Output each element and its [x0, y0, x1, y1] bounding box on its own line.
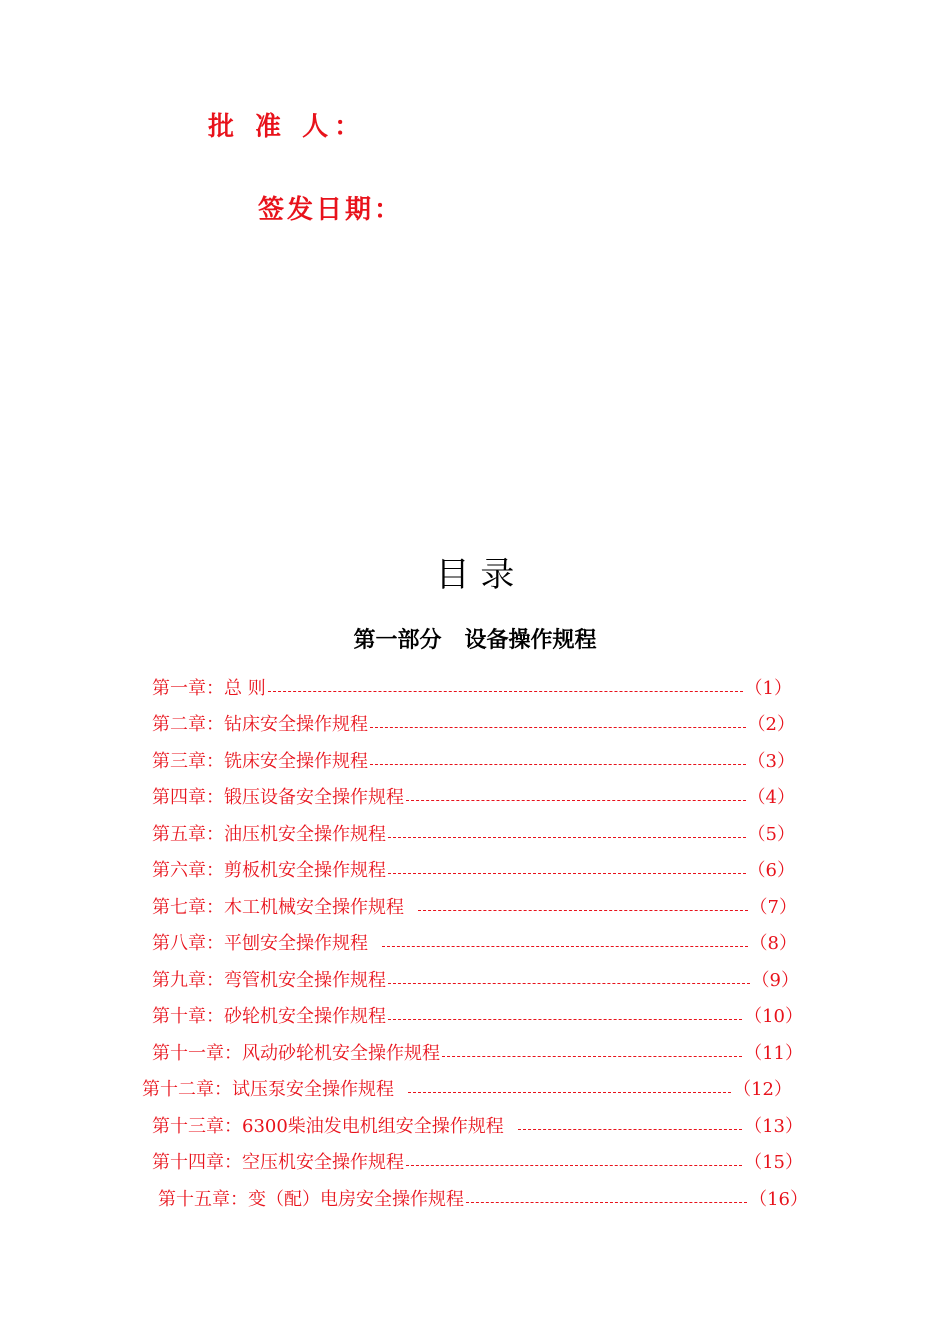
toc-entry [152, 931, 797, 957]
toc-separator: ： [206, 933, 224, 954]
toc-entry [158, 1187, 808, 1213]
toc-chapter-name: 铣床安全操作规程 [224, 751, 368, 772]
toc-page-number: （3） [747, 751, 795, 772]
toc-chapter-name: 总 则 [224, 678, 266, 699]
toc-chapter-name: 变（配）电房安全操作规程 [248, 1189, 464, 1210]
toc-entry [142, 1077, 792, 1103]
part-title: 第一部分 设备操作规程 [353, 627, 597, 653]
approver-label: 批 准 人： [208, 112, 367, 142]
toc-leader-dashes [370, 727, 746, 728]
toc-chapter-name: 锻压设备安全操作规程 [224, 787, 404, 808]
toc-page-number: （1） [744, 678, 792, 699]
toc-page-number: （10） [744, 1006, 803, 1027]
toc-entry [152, 895, 797, 921]
toc-entry [152, 712, 795, 738]
toc-leader-dashes [406, 800, 746, 801]
toc-separator: ： [206, 714, 224, 735]
issue-date-label: 签发日期： [258, 195, 404, 225]
toc-entry [152, 1041, 803, 1067]
toc-separator: ： [214, 1079, 232, 1100]
toc-chapter: 第十二章 [142, 1079, 214, 1100]
toc-chapter: 第十三章 [152, 1116, 224, 1137]
toc-chapter-name: 平刨安全操作规程 [224, 933, 368, 954]
toc-separator: ： [206, 824, 224, 845]
toc-leader-dashes [382, 946, 748, 947]
toc-leader-dashes [406, 1165, 742, 1166]
toc-chapter: 第六章 [152, 860, 206, 881]
toc-chapter: 第五章 [152, 824, 206, 845]
toc-separator: ： [230, 1189, 248, 1210]
toc-chapter: 第九章 [152, 970, 206, 991]
toc-entry [152, 785, 795, 811]
toc-entry [152, 1114, 803, 1140]
toc-page-number: （11） [744, 1043, 803, 1064]
toc-separator: ： [206, 970, 224, 991]
toc-leader-dashes [388, 873, 746, 874]
toc-page-number: （8） [749, 933, 797, 954]
toc-chapter-name: 木工机械安全操作规程 [224, 897, 404, 918]
toc-page-number: （12） [733, 1079, 792, 1100]
toc-title: 目 录 [435, 555, 515, 595]
toc-separator: ： [206, 678, 224, 699]
toc-leader-dashes [418, 910, 748, 911]
toc-chapter: 第七章 [152, 897, 206, 918]
toc-chapter-name: 油压机安全操作规程 [224, 824, 386, 845]
toc-chapter-name: 6300柴油发电机组安全操作规程 [242, 1116, 504, 1137]
toc-chapter: 第十四章 [152, 1152, 224, 1173]
toc-entry [152, 749, 795, 775]
toc-chapter: 第四章 [152, 787, 206, 808]
toc-separator: ： [206, 860, 224, 881]
toc-entry [152, 1150, 803, 1176]
toc-chapter: 第一章 [152, 678, 206, 699]
toc-chapter-name: 剪板机安全操作规程 [224, 860, 386, 881]
toc-separator: ： [206, 1006, 224, 1027]
toc-leader-dashes [388, 1019, 742, 1020]
toc-entry [152, 858, 795, 884]
toc-chapter-name: 弯管机安全操作规程 [224, 970, 386, 991]
toc-leader-dashes [408, 1092, 731, 1093]
toc-page-number: （2） [747, 714, 795, 735]
toc-page-number: （13） [744, 1116, 803, 1137]
toc-separator: ： [224, 1043, 242, 1064]
toc-chapter: 第十章 [152, 1006, 206, 1027]
toc-page-number: （16） [749, 1189, 808, 1210]
toc-leader-dashes [388, 837, 746, 838]
toc-separator: ： [224, 1116, 242, 1137]
toc-page-number: （5） [747, 824, 795, 845]
toc-chapter-name: 砂轮机安全操作规程 [224, 1006, 386, 1027]
toc-leader-dashes [268, 691, 743, 692]
toc-separator: ： [206, 787, 224, 808]
toc-chapter: 第八章 [152, 933, 206, 954]
toc-chapter-name: 试压泵安全操作规程 [232, 1079, 394, 1100]
toc-leader-dashes [466, 1202, 747, 1203]
toc-page-number: （9） [751, 970, 799, 991]
toc-leader-dashes [442, 1056, 742, 1057]
toc-leader-dashes [370, 764, 746, 765]
toc-chapter: 第二章 [152, 714, 206, 735]
toc-entry [152, 968, 799, 994]
toc-chapter: 第十五章 [158, 1189, 230, 1210]
toc-chapter-name: 风动砂轮机安全操作规程 [242, 1043, 440, 1064]
toc-entry [152, 1004, 803, 1030]
toc-chapter-name: 空压机安全操作规程 [242, 1152, 404, 1173]
toc-entry [152, 676, 792, 702]
toc-page-number: （4） [747, 787, 795, 808]
toc-chapter: 第十一章 [152, 1043, 224, 1064]
toc-separator: ： [206, 897, 224, 918]
toc-separator: ： [206, 751, 224, 772]
toc-chapter-name: 钻床安全操作规程 [224, 714, 368, 735]
toc-separator: ： [224, 1152, 242, 1173]
toc-page-number: （6） [747, 860, 795, 881]
toc-leader-dashes [388, 983, 750, 984]
toc-page-number: （7） [749, 897, 797, 918]
toc-leader-dashes [518, 1129, 742, 1130]
toc-entry [152, 822, 795, 848]
toc-chapter: 第三章 [152, 751, 206, 772]
toc-page-number: （15） [744, 1152, 803, 1173]
